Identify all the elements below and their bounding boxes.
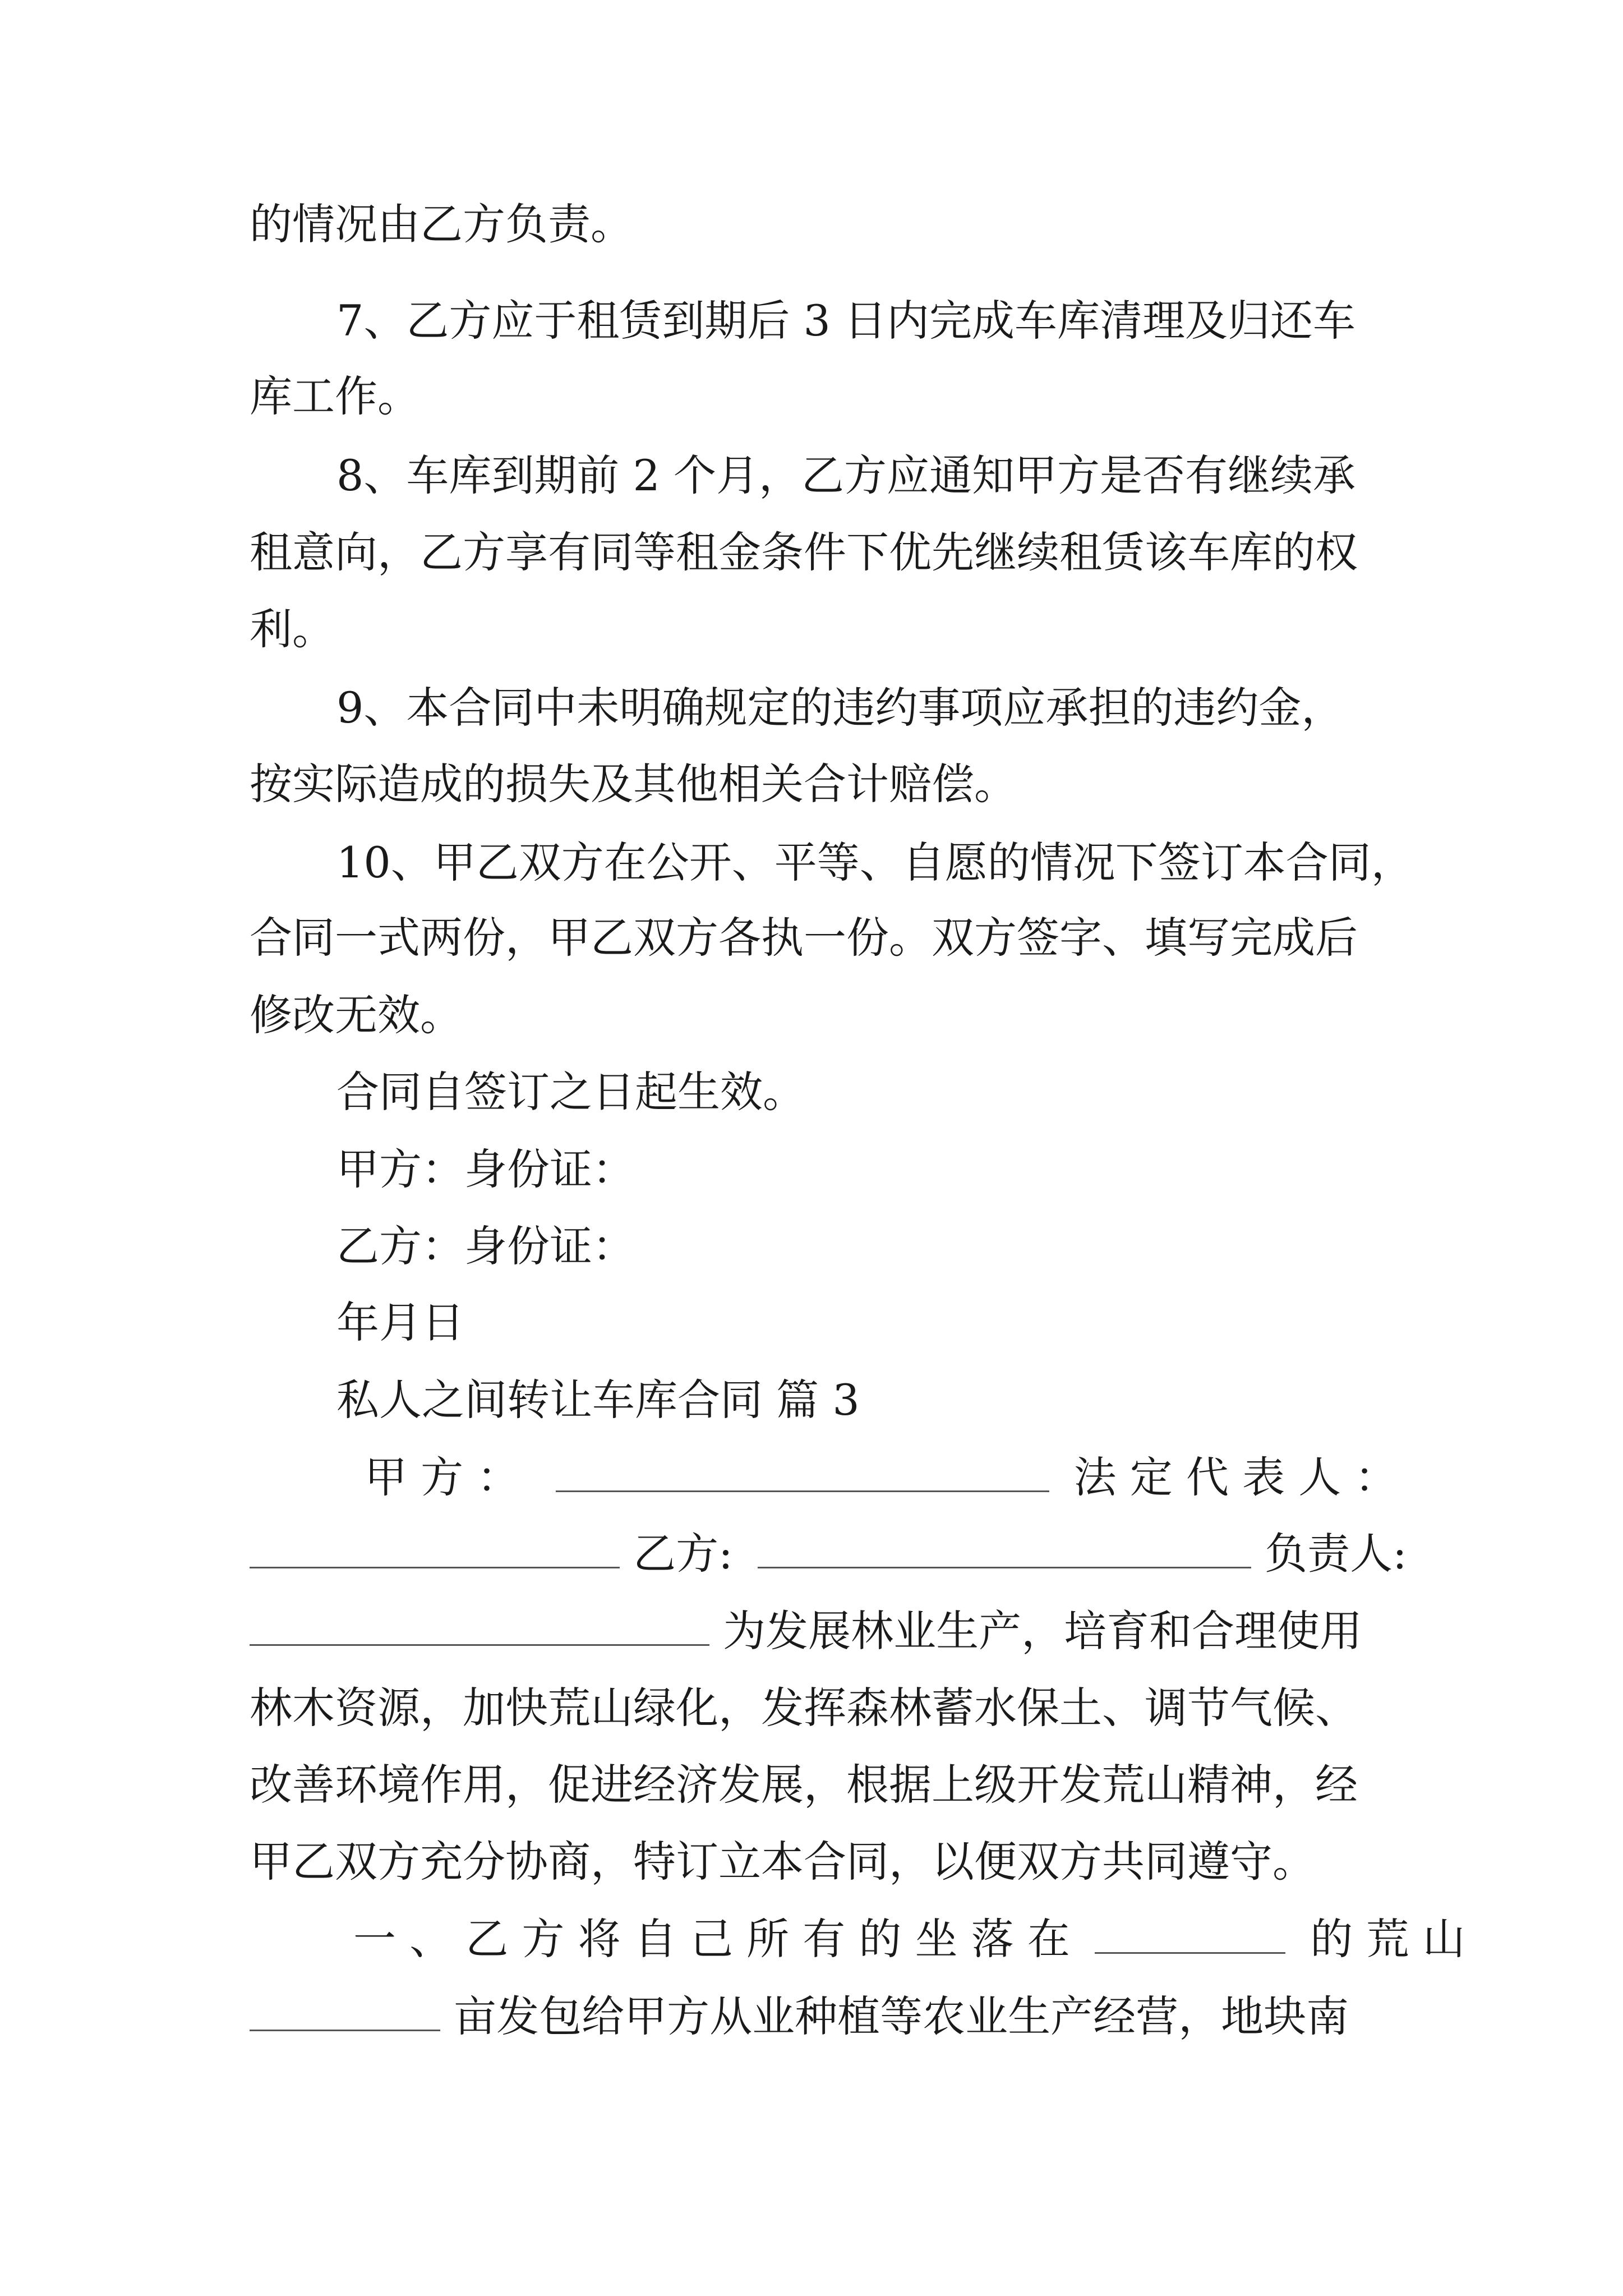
paragraph-line: 按实际造成的损失及其他相关合计赔偿。 <box>250 759 1017 809</box>
party-a-line <box>365 1447 1398 1508</box>
paragraph-line: 库工作。 <box>250 371 420 421</box>
purpose-line <box>250 1600 1377 1662</box>
clause-1-line <box>353 1908 1465 1970</box>
party-b-signature-line: 乙方：身份证： <box>336 1221 635 1271</box>
paragraph-line: 林木资源，加快荒山绿化，发挥森林蓄水保土、调节气候、 <box>250 1683 1358 1733</box>
purpose-text: 为发展林业生产，培育和合理使用 <box>723 1606 1363 1656</box>
location-blank <box>1095 1910 1285 1954</box>
clause-8-line: 8、车库到期前 2 个月，乙方应通知甲方是否有继续承 <box>336 450 1356 500</box>
legal-rep-label: 法 定 代 表 人 ： <box>1073 1452 1398 1502</box>
clause-1-end: 的 荒 山 <box>1310 1914 1465 1964</box>
responsible-label: 负责人: <box>1265 1529 1407 1579</box>
party-b-blank <box>758 1524 1251 1568</box>
paragraph-line: 甲乙双方充分协商，特订立本合同，以便双方共同遵守。 <box>250 1837 1315 1887</box>
paragraph-line: 利。 <box>250 604 335 654</box>
paragraph-line: 租意向，乙方享有同等租金条件下优先继续租赁该车库的权 <box>250 527 1358 577</box>
date-line: 年月日 <box>336 1297 464 1347</box>
clause-1-continuation <box>250 1986 1377 2047</box>
clause-1-start: 一 、 乙 方 将 自 己 所 有 的 坐 落 在 <box>353 1914 1070 1964</box>
paragraph-line: 修改无效。 <box>250 990 463 1040</box>
area-blank <box>250 1987 440 2031</box>
clause-7-line: 7、乙方应于租赁到期后 3 日内完成车库清理及归还车 <box>336 296 1356 346</box>
section-heading: 私人之间转让车库合同 篇 3 <box>336 1375 860 1425</box>
party-a-label: 甲 方 ： <box>365 1452 520 1502</box>
party-b-label: 乙方: <box>633 1529 733 1579</box>
paragraph-line: 的情况由乙方负责。 <box>250 199 633 249</box>
party-a-signature-line: 甲方：身份证： <box>336 1144 635 1194</box>
responsible-blank <box>250 1602 709 1646</box>
clause-9-line: 9、本合同中未明确规定的违约事项应承担的违约金， <box>336 683 1344 733</box>
clause-1-cont-text: 亩发包给甲方从业种植等农业生产经营，地块南 <box>454 1991 1349 2041</box>
paragraph-line: 合同一式两份，甲乙双方各执一份。双方签字、填写完成后 <box>250 913 1358 963</box>
effective-clause-line: 合同自签订之日起生效。 <box>336 1067 805 1117</box>
party-b-line <box>250 1523 1407 1585</box>
clause-10-line: 10、甲乙双方在公开、平等、自愿的情况下签订本合同， <box>336 838 1414 887</box>
paragraph-line: 改善环境作用，促进经济发展，根据上级开发荒山精神，经 <box>250 1760 1358 1810</box>
party-a-blank <box>556 1448 1049 1492</box>
legal-rep-blank <box>250 1524 620 1568</box>
